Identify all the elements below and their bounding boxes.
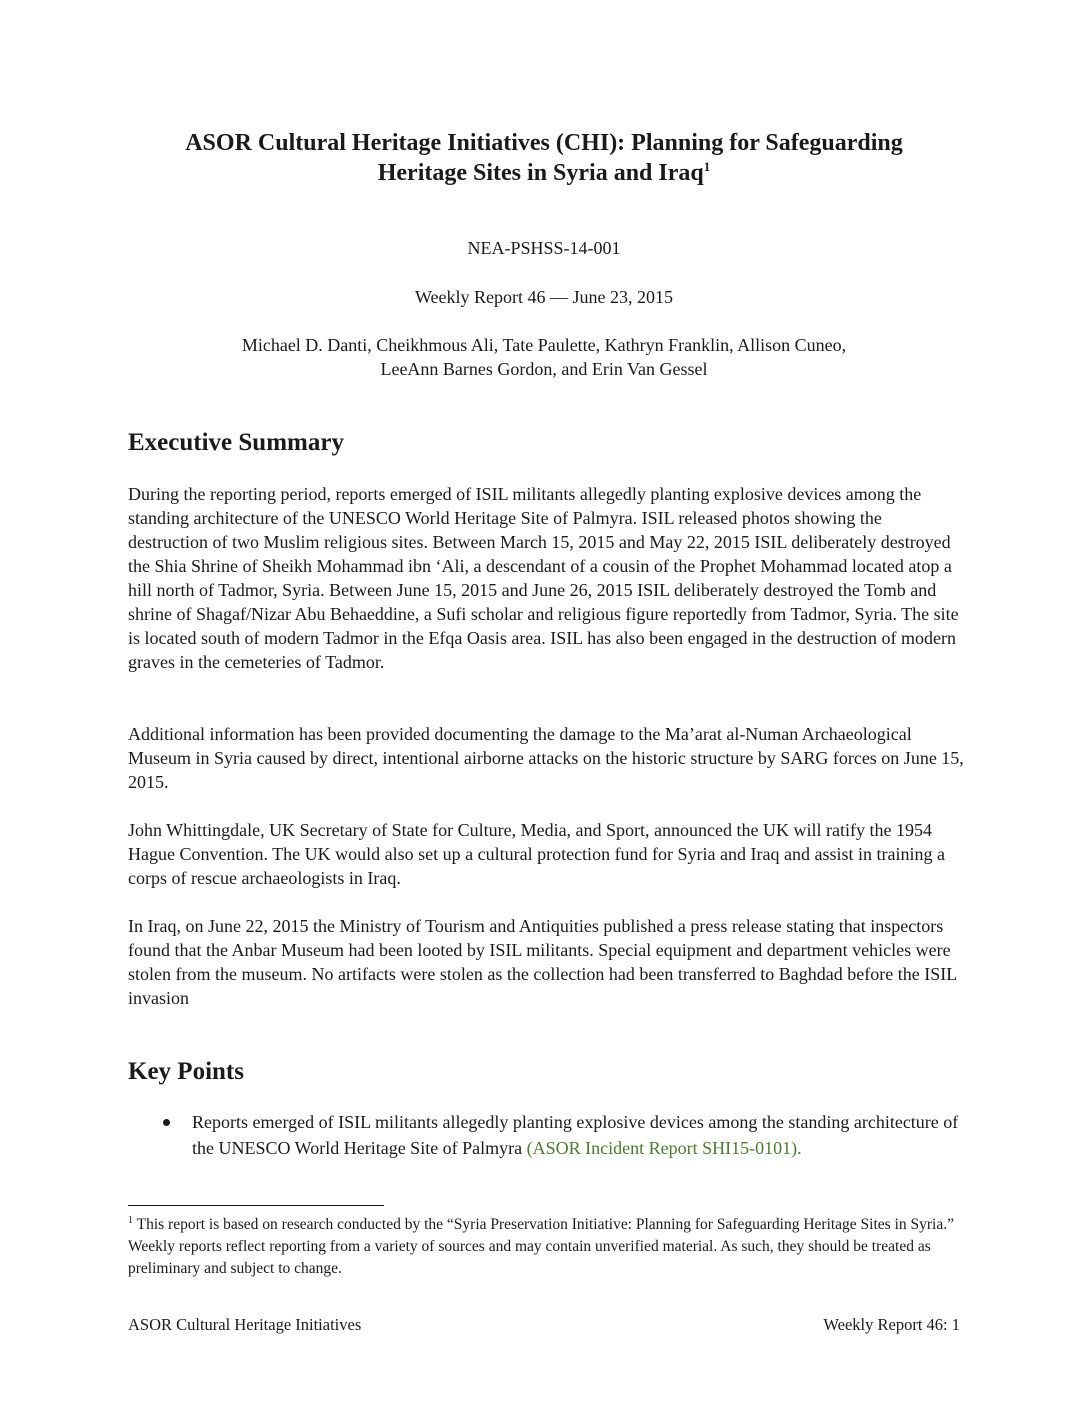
authors-line-1: Michael D. Danti, Cheikhmous Ali, Tate Paulette, Kathryn Franklin, Allison Cuneo, [241, 335, 847, 355]
footnote-text: This report is based on research conducted by the “Syria Preservation Initiative: Planning for Safeguarding Heritage Sites in Syria.” Weekly reports reflect reporting from a variety of sources and may contain unverified material. As such, they should be treated as preliminary and subject to change. [128, 1216, 954, 1277]
title-footnote-mark[interactable]: 1 [703, 159, 711, 174]
footnote [128, 1214, 964, 1280]
summary-paragraph: In Iraq, on June 22, 2015 the Ministry of Tourism and Antiquities published a press release stating that inspectors found that the Anbar Museum had been looted by ISIL militants. Special equipment and department vehicles were stolen from the museum. No artifacts were stolen as the collection had been transferred to Baghdad before the ISIL invasion [128, 916, 957, 1008]
grant-number: NEA-PSHSS-14-001 [467, 238, 621, 258]
footer-organization: ASOR Cultural Heritage Initiatives [128, 1315, 362, 1334]
list-item [128, 1109, 960, 1161]
key-point-text: Reports emerged of ISIL militants allegedly planting explosive devices among the standing architecture of the UNESCO World Heritage Site of Palmyra [192, 1112, 959, 1158]
key-points-heading: Key Points [128, 1058, 244, 1085]
document-title [128, 128, 960, 188]
authors [128, 333, 960, 381]
footnote-divider [128, 1205, 384, 1206]
key-points-list [128, 1109, 960, 1161]
incident-report-link[interactable]: (ASOR Incident Report SHI15-0101) [526, 1138, 798, 1158]
report-date-line: Weekly Report 46 — June 23, 2015 [414, 287, 673, 307]
footer-page-number: Weekly Report 46: 1 [823, 1315, 960, 1334]
footnote-mark: 1 [128, 1214, 133, 1226]
key-point-trailing: . [797, 1138, 802, 1158]
executive-summary-heading: Executive Summary [128, 429, 344, 456]
authors-line-2: LeeAnn Barnes Gordon, and Erin Van Gessel [380, 359, 708, 379]
summary-paragraph: John Whittingdale, UK Secretary of State for Culture, Media, and Sport, announced the UK will ratify the 1954 Hague Convention. The UK would also set up a cultural protection fund for Syria and Iraq and assist in training a corps of rescue archaeologists in Iraq. [128, 820, 945, 888]
bullet-icon [163, 1119, 170, 1126]
title-line-2: Heritage Sites in Syria and Iraq [377, 160, 704, 186]
title-line-1: ASOR Cultural Heritage Initiatives (CHI): Planning for Safeguarding [185, 130, 903, 156]
summary-paragraph: Additional information has been provided documenting the damage to the Ma’arat al-Numan Archaeological Museum in Syria caused by direct, intentional airborne attacks on the historic structure by SARG forces on June 15, 2015. [128, 724, 964, 792]
summary-paragraph: During the reporting period, reports emerged of ISIL militants allegedly planting explosive devices among the standing architecture of the UNESCO World Heritage Site of Palmyra. ISIL released photos showing the destruction of two Muslim religious sites. Between March 15, 2015 and May 22, 2015 ISIL deliberately destroyed the Shia Shrine of Sheikh Mohammad ibn ‘Ali, a descendant of a cousin of the Prophet Mohammad located atop a hill north of Tadmor, Syria. Between June 15, 2015 and June 26, 2015 ISIL deliberately destroyed the Tomb and shrine of Shagaf/Nizar Abu Behaeddine, a Sufi scholar and religious figure reportedly from Tadmor, Syria. The site is located south of modern Tadmor in the Efqa Oasis area. ISIL has also been engaged in the destruction of modern graves in the cemeteries of Tadmor. [128, 484, 959, 672]
